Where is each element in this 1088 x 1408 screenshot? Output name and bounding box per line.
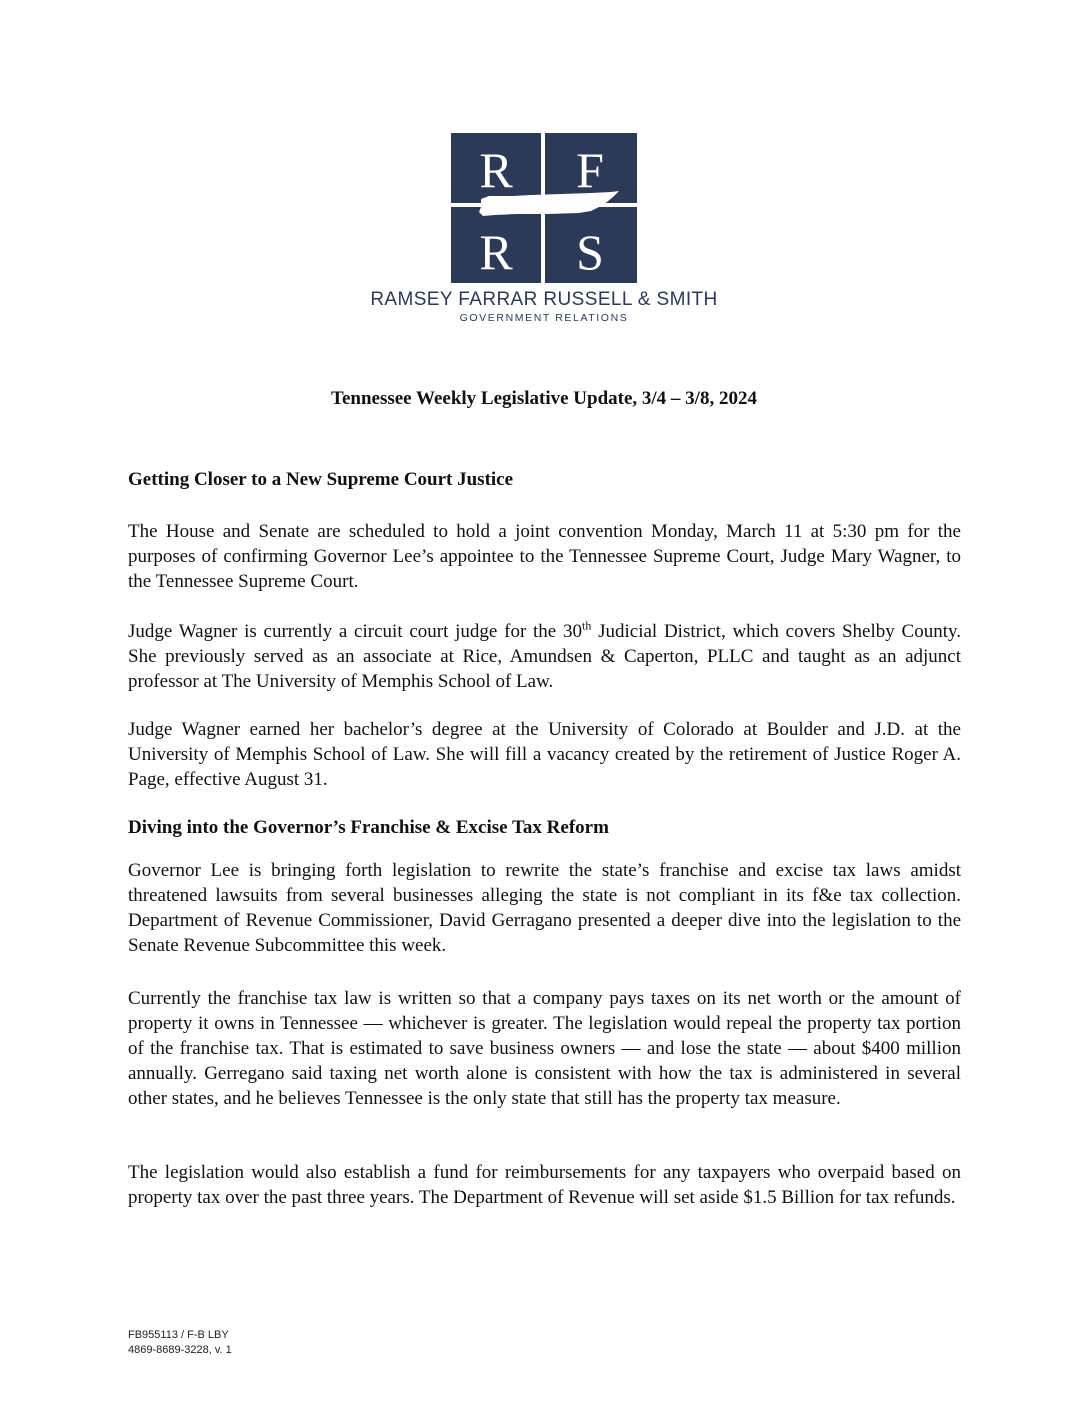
logo-letter-r-bottom: R [479,224,513,280]
text-segment: Judicial District, which covers Shelby County. She previously served as an associate at Rice, Amundsen & Caperton, PLLC and taught as an adjunct professor at The University of Memphis School of Law. [128,621,961,692]
text-segment: Judge Wagner is currently a circuit court judge for the 30 [128,621,582,642]
ordinal-superscript: th [582,618,592,633]
paragraph-franchise-tax: Currently the franchise tax law is written so that a company pays taxes on its net worth or the amount of property it owns in Tennessee — whichever is greater. The legislation would repeal the property tax portion of the franchise tax. That is estimated to save business owners — and lose the state — about $400 million annually. Gerregano said taxing net worth alone is consistent with how the tax is administered in several other states, and he believes Tennessee is the only state that still has the property tax measure. [128,988,961,1109]
paragraph-judge-education: Judge Wagner earned her bachelor’s degree at the University of Colorado at Boulder and J.D. at the University of Memphis School of Law. She will fill a vacancy created by the retirement of Justice Roger A. Page, effective August 31. [128,719,961,790]
logo-letter-r-top: R [479,142,513,198]
logo-letter-f: F [576,142,604,198]
document-footer [128,1328,232,1358]
firm-logo [451,133,637,283]
firm-name: RAMSEY FARRAR RUSSELL & SMITH [370,289,718,310]
section-heading-tax-reform: Diving into the Governor’s Franchise & Excise Tax Reform [128,817,609,838]
firm-subtitle: GOVERNMENT RELATIONS [459,312,629,324]
paragraph-tax-legislation: Governor Lee is bringing forth legislation to rewrite the state’s franchise and excise tax laws amidst threatened lawsuits from several businesses alleging the state is not compliant in its f&e tax collection. Department of Revenue Commissioner, David Gerragano presented a deeper dive into the legislation to the Senate Revenue Subcommittee this week. [128,860,961,956]
paragraph-judge-background [128,619,961,694]
footer-version-line: 4869-8689-3228, v. 1 [128,1344,232,1356]
paragraph-joint-convention: The House and Senate are scheduled to hold a joint convention Monday, March 11 at 5:30 pm for the purposes of confirming Governor Lee’s appointee to the Tennessee Supreme Court, Judge Mary Wagner, to the Tennessee Supreme Court. [128,521,961,592]
section-heading-supreme-court: Getting Closer to a New Supreme Court Justice [128,469,514,490]
footer-id-line: FB955113 / F-B LBY [128,1329,229,1341]
paragraph-refund-fund: The legislation would also establish a fund for reimbursements for any taxpayers who overpaid based on property tax over the past three years. The Department of Revenue will set aside $1.5 Billion for tax refunds. [128,1162,961,1208]
document-title: Tennessee Weekly Legislative Update, 3/4 – 3/8, 2024 [331,388,757,409]
logo-letter-s: S [576,224,604,280]
